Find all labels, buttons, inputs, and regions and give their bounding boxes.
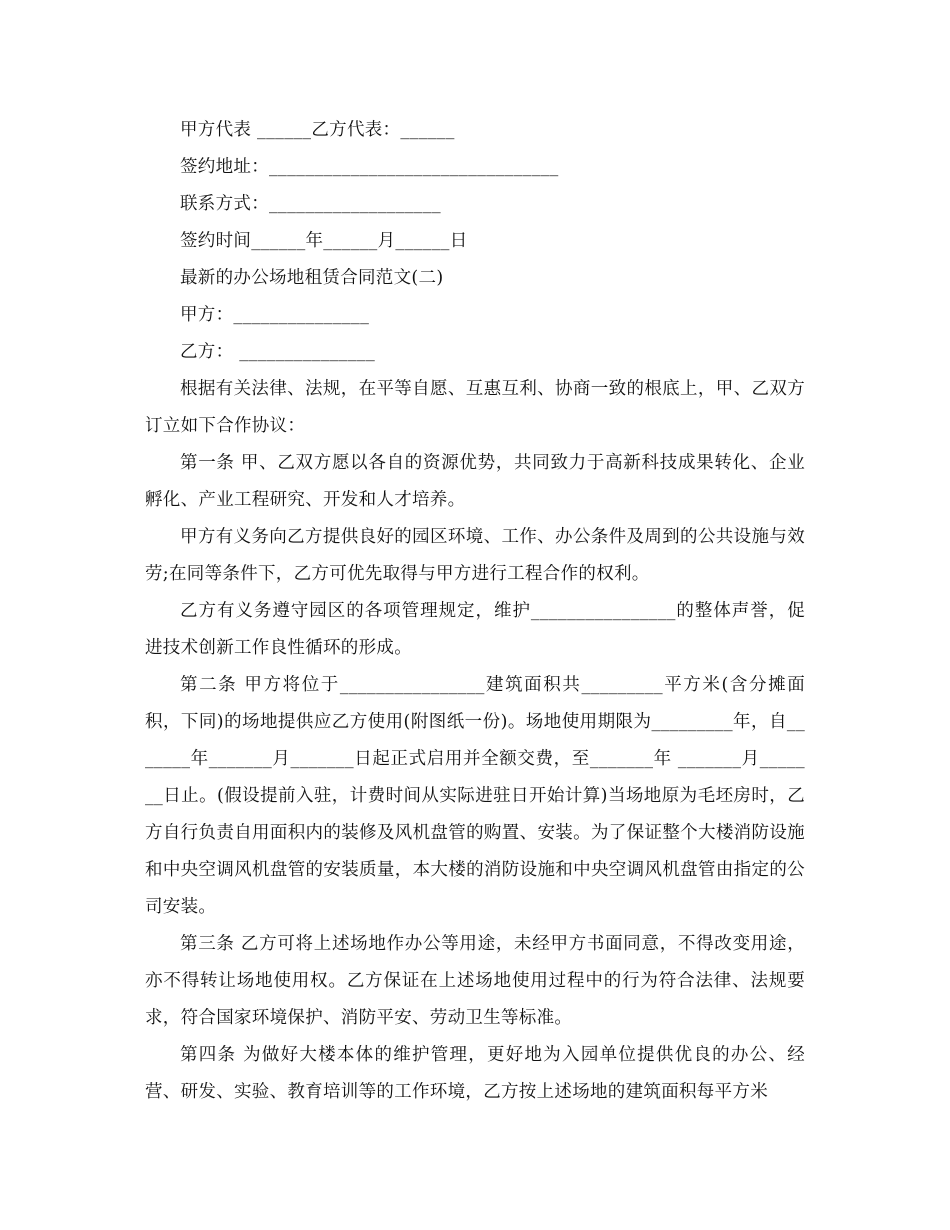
paragraph-party-b-duties: 乙方有义务遵守园区的各项管理规定，维护________________的整体声誉，促进技术创新工作良性循环的形成。 (145, 601, 805, 658)
paragraph-article-1: 第一条 甲、乙双方愿以各自的资源优势，共同致力于高新科技成果转化、企业孵化、产业工程研究、开发和人才培养。 (145, 453, 805, 510)
sign-date-line: 签约时间______年______月______日 (180, 231, 468, 251)
paragraph-article-4: 第四条 为做好大楼本体的维护管理，更好地为入园单位提供优良的办公、经营、研发、实验、教育培训等的工作环境，乙方按上述场地的建筑面积每平方米 (145, 1045, 805, 1102)
section-title: 最新的办公场地租赁合同范文(二) (180, 268, 444, 288)
paragraph-article-3: 第三条 乙方可将上述场地作办公等用途，未经甲方书面同意，不得改变用途，亦不得转让场地使用权。乙方保证在上述场地使用过程中的行为符合法律、法规要求，符合国家环境保护、消防平安、劳动卫生等标准。 (145, 934, 805, 1028)
party-a-line: 甲方：_______________ (180, 305, 370, 325)
paragraph-preamble: 根据有关法律、法规，在平等自愿、互惠互利、协商一致的根底上，甲、乙双方订立如下合作协议： (145, 379, 805, 436)
paragraph-article-2: 第二条 甲方将位于________________建筑面积共_________平方米(含分摊面积，下同)的场地提供应乙方使用(附图纸一份)。场地使用期限为_________年，自_______年_______月_______日起正式启用并全额交费，至_______年 _______月_______日止。(假设提前入驻，计费时间从实际进驻日开始计算)当场地原为毛坯房时，乙方自行负责自用面积内的装修及风机盘管的购置、安装。为了保证整个大楼消防设施和中央空调风机盘管的安装质量，本大楼的消防设施和中央空调风机盘管由指定的公司安装。 (145, 675, 805, 917)
sign-address-line: 签约地址：________________________________ (180, 157, 559, 177)
contact-line: 联系方式：___________________ (180, 194, 441, 214)
paragraph-party-a-duties: 甲方有义务向乙方提供良好的园区环境、工作、办公条件及周到的公共设施与效劳;在同等条件下，乙方可优先取得与甲方进行工程合作的权利。 (145, 527, 805, 584)
representatives-line: 甲方代表 ______乙方代表：______ (180, 120, 455, 140)
party-b-line: 乙方： _______________ (180, 342, 376, 362)
document-body (145, 112, 805, 1111)
